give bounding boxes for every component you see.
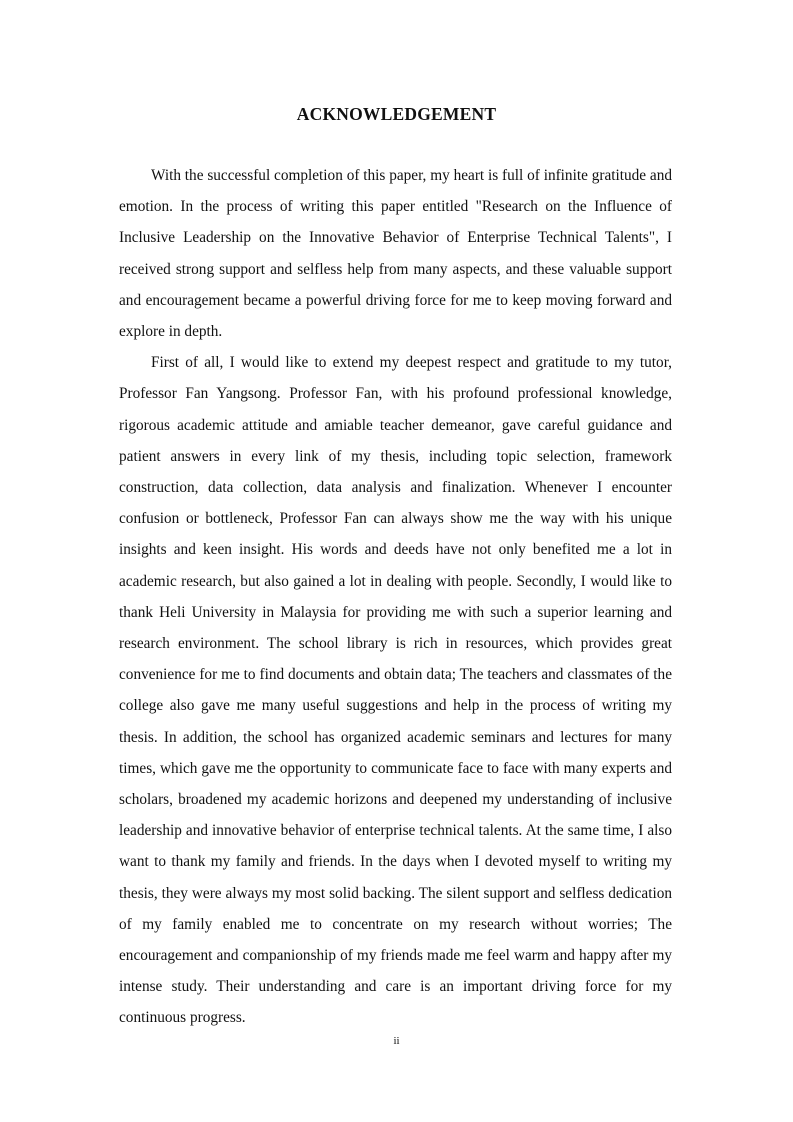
page-title: ACKNOWLEDGEMENT bbox=[296, 104, 497, 124]
acknowledgement-body bbox=[119, 160, 672, 1034]
page-number: ii bbox=[393, 1035, 400, 1047]
paragraph-1: With the successful completion of this paper, my heart is full of infinite gratitude and emotion. In the process of writing this paper entitled "Research on the Influence of Inclusive Leadership on the Innovative Behavior of Enterprise Technical Talents", I received strong support and selfless help from many aspects, and these valuable support and encouragement became a powerful driving force for me to keep moving forward and explore in depth. bbox=[119, 167, 672, 341]
paragraph-2: First of all, I would like to extend my deepest respect and gratitude to my tutor, Professor Fan Yangsong. Professor Fan, with his profound professional knowledge, rigorous academic attitude and amiable teacher demeanor, gave careful guidance and patient answers in every link of my thesis, including topic selection, framework construction, data collection, data analysis and finalization. Whenever I encounter confusion or bottleneck, Professor Fan can always show me the way with his unique insights and keen insight. His words and deeds have not only benefited me a lot in academic research, but also gained a lot in dealing with people. Secondly, I would like to thank Heli University in Malaysia for providing me with such a superior learning and research environment. The school library is rich in resources, which provides great convenience for me to find documents and obtain data; The teachers and classmates of the college also gave me many useful suggestions and help in the process of writing my thesis. In addition, the school has organized academic seminars and lectures for many times, which gave me the opportunity to communicate face to face with many experts and scholars, broadened my academic horizons and deepened my understanding of inclusive leadership and innovative behavior of enterprise technical talents. At the same time, I also want to thank my family and friends. In the days when I devoted myself to writing my thesis, they were always my most solid backing. The silent support and selfless dedication of my family enabled me to concentrate on my research without worries; The encouragement and companionship of my friends made me feel warm and happy after my intense study. Their understanding and care is an important driving force for my continuous progress. bbox=[119, 354, 672, 1027]
